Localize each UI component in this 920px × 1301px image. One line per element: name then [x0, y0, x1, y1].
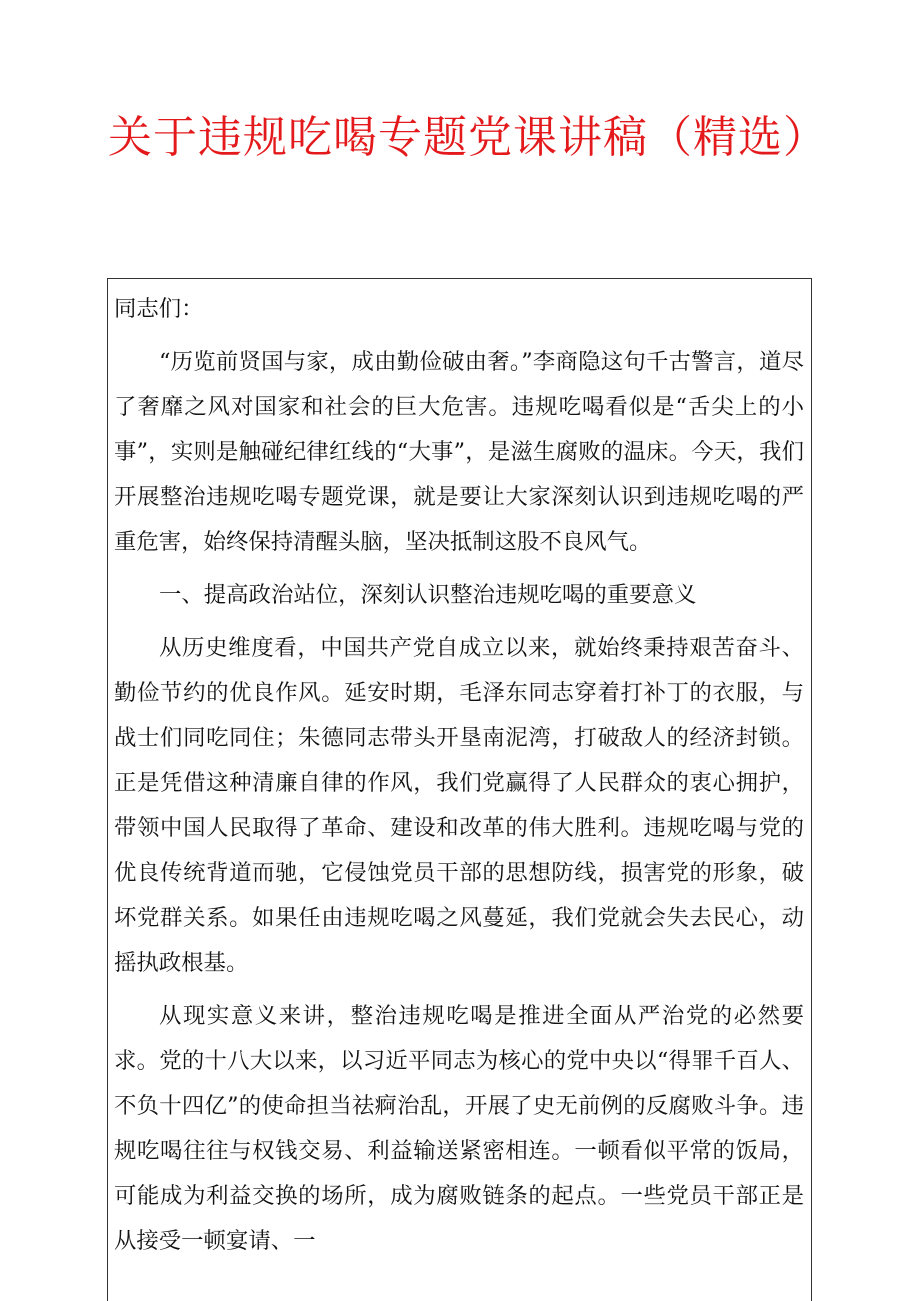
paragraph-intro: “历览前贤国与家，成由勤俭破由奢。”李商隐这句千古警言，道尽了奢靡之风对国家和社会的巨大危害。违规吃喝看似是“舌尖上的小事”，实则是触碰纪律红线的“大事”，是滋生腐败的温床。今天，我们开展整治违规吃喝专题党课，就是要让大家深刻认识到违规吃喝的严重危害，始终保持清醒头脑，坚决抵制这股不良风气。 — [114, 349, 804, 555]
content-frame — [107, 278, 812, 1301]
paragraph-history: 从历史维度看，中国共产党自成立以来，就始终秉持艰苦奋斗、勤俭节约的优良作风。延安时期，毛泽东同志穿着打补丁的衣服，与战士们同吃同住；朱德同志带头开垦南泥湾，打破敌人的经济封锁。正是凭借这种清廉自律的作风，我们党赢得了人民群众的衷心拥护，带领中国人民取得了革命、建设和改革的伟大胜利。违规吃喝与党的优良传统背道而驰，它侵蚀党员干部的思想防线，损害党的形象，破坏党群关系。如果任由违规吃喝之风蔓延，我们党就会失去民心，动摇执政根基。 — [114, 635, 804, 976]
document-title: 关于违规吃喝专题党课讲稿（精选） — [108, 112, 828, 163]
paragraph-reality: 从现实意义来讲，整治违规吃喝是推进全面从严治党的必然要求。党的十八大以来，以习近平同志为核心的党中央以“得罪千百人、不负十四亿”的使命担当祛痾治乱，开展了史无前例的反腐败斗争。违规吃喝往往与权钱交易、利益输送紧密相连。一顿看似平常的饭局，可能成为利益交换的场所，成为腐败链条的起点。一些党员干部正是从接受一顿宴请、一 — [114, 1003, 804, 1254]
document-body — [114, 287, 804, 1272]
greeting: 同志们： — [114, 296, 204, 322]
section-heading-1: 一、提高政治站位，深刻认识整治违规吃喝的重要意义 — [159, 582, 697, 608]
